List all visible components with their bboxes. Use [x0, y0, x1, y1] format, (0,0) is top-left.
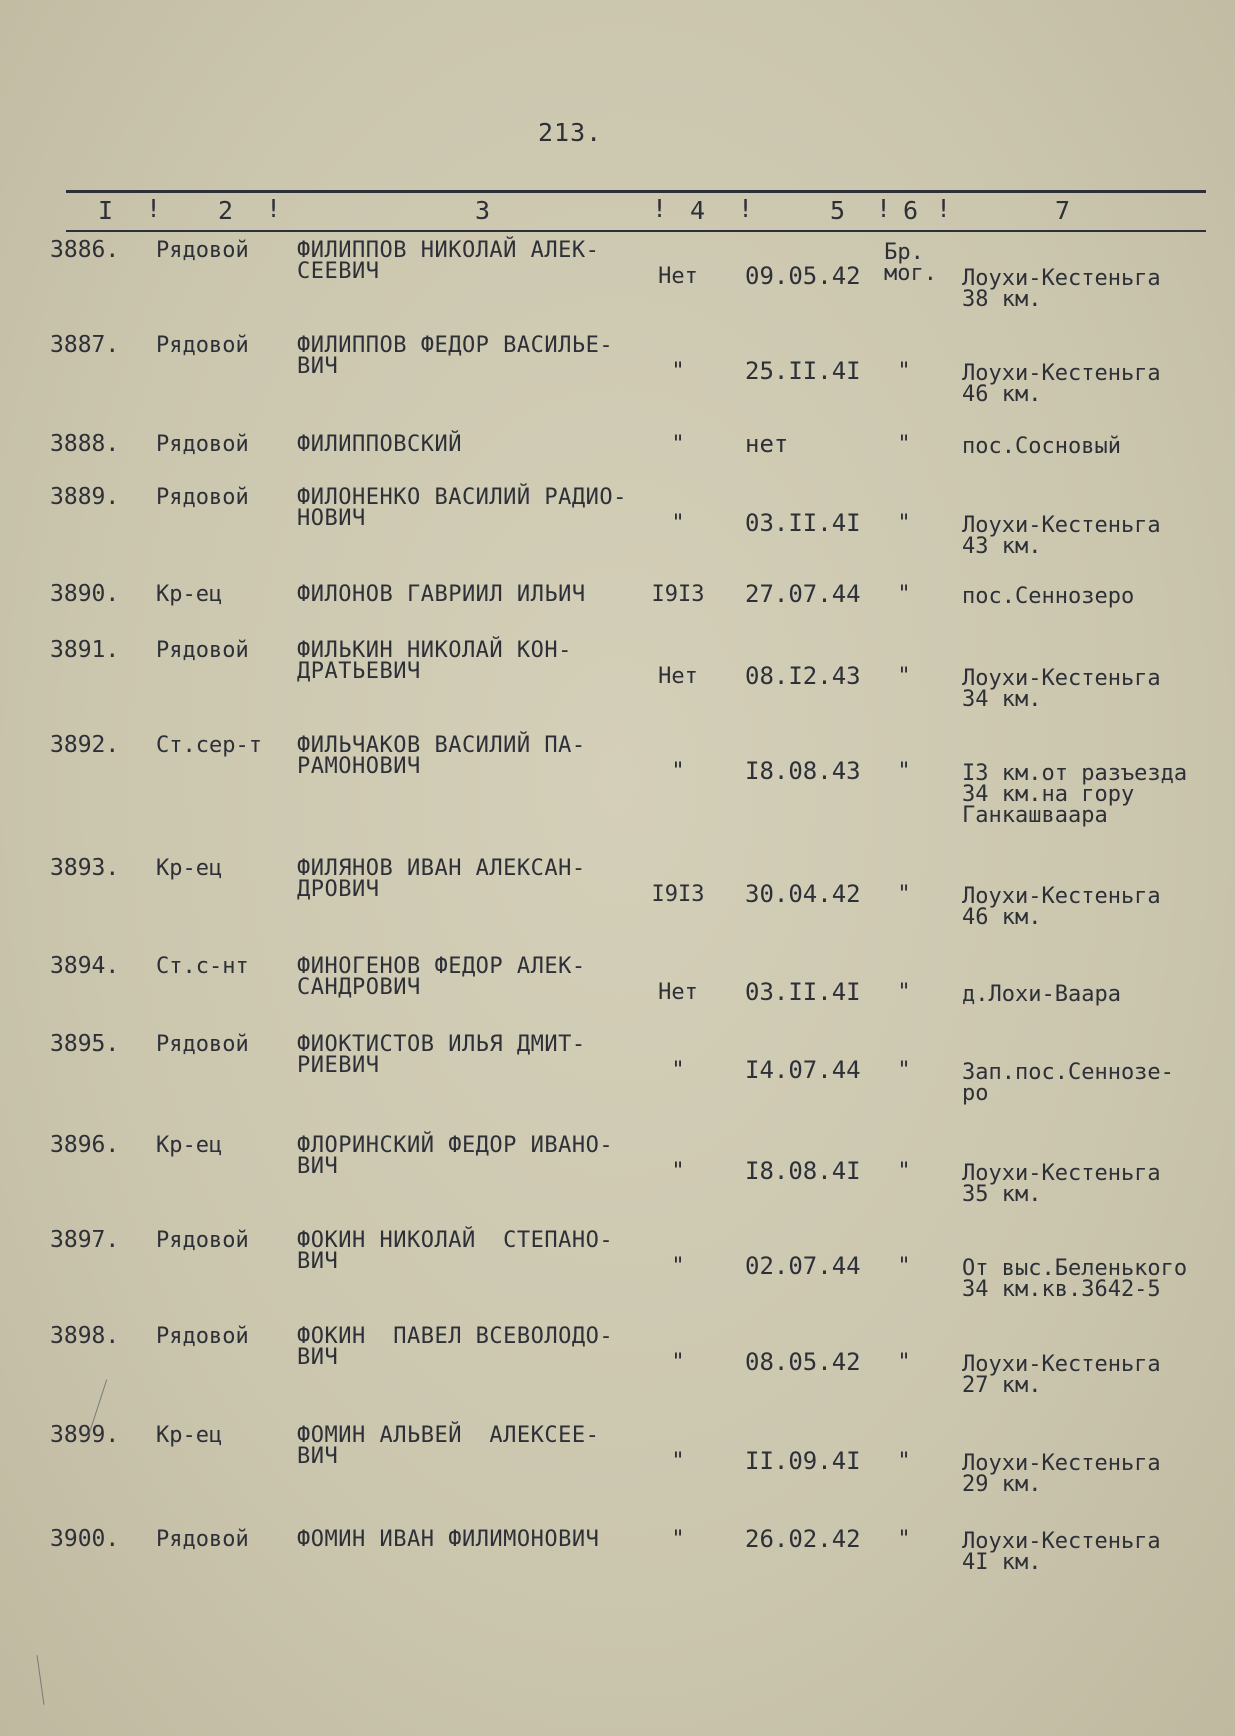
entry-rank: Рядовой — [156, 432, 249, 457]
entry-name: ФЛОРИНСКИЙ ФЕДОР ИВАНО- ВИЧ — [297, 1133, 614, 1179]
entry-name: ФОМИН АЛЬВЕЙ АЛЕКСЕЕ- ВИЧ — [297, 1423, 600, 1469]
entry-name: ФОМИН ИВАН ФИЛИМОНОВИЧ — [297, 1527, 600, 1552]
entry-death-date: I4.07.44 — [745, 1056, 861, 1084]
table-row — [0, 1525, 1235, 1575]
entry-number: 3892. — [50, 732, 120, 758]
table-row — [0, 580, 1235, 609]
entry-burial-place: пос.Сеннозеро — [962, 584, 1135, 609]
entry-death-date: 25.II.4I — [745, 357, 861, 385]
table-row — [0, 1422, 1235, 1497]
table-row — [0, 1132, 1235, 1207]
entry-burial: " — [897, 1449, 911, 1474]
entry-burial-place: Зап.пос.Сеннозе- ро — [962, 1060, 1174, 1106]
entry-name: ФОКИН ПАВЕЛ ВСЕВОЛОДО- ВИЧ — [297, 1324, 614, 1370]
entry-burial-place: Лоухи-Кестеньга 4I км. — [962, 1529, 1161, 1575]
table-row — [0, 1323, 1235, 1398]
table-row — [0, 237, 1235, 312]
entry-death-date: 26.02.42 — [745, 1525, 861, 1553]
entry-birth-year: Нет — [658, 980, 698, 1005]
entry-number: 3898. — [50, 1323, 120, 1349]
entry-burial-place: От выс.Беленького 34 км.кв.3642-5 — [962, 1256, 1188, 1302]
entry-number: 3899. — [50, 1422, 120, 1448]
entry-death-date: 08.I2.43 — [745, 662, 861, 690]
col-header-4: 4 — [690, 196, 706, 225]
entry-burial: " — [897, 980, 911, 1005]
entry-birth-year: " — [671, 1254, 685, 1279]
entry-number: 3887. — [50, 332, 120, 358]
col-header-3: 3 — [475, 196, 491, 225]
entry-name: ФИЛЬЧАКОВ ВАСИЛИЙ ПА- РАМОНОВИЧ — [297, 733, 586, 779]
entry-burial-place: Лоухи-Кестеньга 46 км. — [962, 884, 1161, 930]
entry-rank: Ст.сер-т — [156, 733, 262, 758]
entry-birth-year: I9I3 — [651, 582, 705, 607]
table-row — [0, 430, 1235, 459]
entry-burial: " — [897, 1527, 911, 1552]
entry-birth-year: " — [671, 1449, 685, 1474]
entry-death-date: 08.05.42 — [745, 1348, 861, 1376]
entry-rank: Кр-ец — [156, 1423, 223, 1448]
entry-death-date: 09.05.42 — [745, 262, 861, 290]
table-row — [0, 855, 1235, 930]
entry-burial: " — [897, 511, 911, 536]
table-row — [0, 484, 1235, 559]
col-separator: ! — [936, 194, 952, 223]
entry-burial-place: Лоухи-Кестеньга 35 км. — [962, 1161, 1161, 1207]
table-row — [0, 732, 1235, 828]
pencil-mark — [37, 1655, 45, 1705]
col-header-2: 2 — [218, 196, 234, 225]
entry-death-date: II.09.4I — [745, 1447, 861, 1475]
entry-burial: " — [897, 1350, 911, 1375]
header-rule-top — [66, 190, 1206, 193]
entry-burial-place: Лоухи-Кестеньга 27 км. — [962, 1352, 1161, 1398]
col-separator: ! — [738, 194, 754, 223]
entry-rank: Кр-ец — [156, 856, 223, 881]
entry-death-date: I8.08.4I — [745, 1157, 861, 1185]
entry-number: 3900. — [50, 1526, 120, 1552]
entry-birth-year: Нет — [658, 264, 698, 289]
entry-rank: Рядовой — [156, 333, 249, 358]
entry-number: 3896. — [50, 1132, 120, 1158]
page-number: 213. — [538, 118, 603, 147]
entry-name: ФИЛОНЕНКО ВАСИЛИЙ РАДИО- НОВИЧ — [297, 485, 627, 531]
entry-death-date: I8.08.43 — [745, 757, 861, 785]
entry-number: 3894. — [50, 953, 120, 979]
col-header-5: 5 — [830, 196, 846, 225]
col-separator: ! — [652, 194, 668, 223]
table-row — [0, 953, 1235, 1007]
entry-burial-place: I3 км.от разъезда 34 км.на гору Ганкашваара — [962, 761, 1188, 828]
entry-number: 3895. — [50, 1031, 120, 1057]
entry-rank: Кр-ец — [156, 582, 223, 607]
entry-burial-place: д.Лохи-Ваара — [962, 982, 1121, 1007]
entry-rank: Рядовой — [156, 638, 249, 663]
col-header-6: 6 — [903, 196, 919, 225]
entry-burial: " — [897, 664, 911, 689]
entry-name: ФИНОГЕНОВ ФЕДОР АЛЕК- САНДРОВИЧ — [297, 954, 586, 1000]
entry-name: ФИЛИППОВ НИКОЛАЙ АЛЕК- СЕЕВИЧ — [297, 238, 600, 284]
entry-birth-year: " — [671, 759, 685, 784]
entry-number: 3893. — [50, 855, 120, 881]
entry-death-date: 27.07.44 — [745, 580, 861, 608]
entry-name: ФИЛЬКИН НИКОЛАЙ КОН- ДРАТЬЕВИЧ — [297, 638, 572, 684]
table-row — [0, 1227, 1235, 1302]
entry-name: ФИЛОНОВ ГАВРИИЛ ИЛЬИЧ — [297, 582, 586, 607]
col-header-1: I — [98, 196, 114, 225]
col-header-7: 7 — [1055, 196, 1071, 225]
col-separator: ! — [266, 194, 282, 223]
entry-birth-year: " — [671, 1159, 685, 1184]
entry-birth-year: " — [671, 1350, 685, 1375]
entry-number: 3888. — [50, 431, 120, 457]
col-separator: ! — [146, 194, 162, 223]
entry-burial-place: Лоухи-Кестеньга 34 км. — [962, 666, 1161, 712]
entry-rank: Рядовой — [156, 1228, 249, 1253]
entry-rank: Рядовой — [156, 1032, 249, 1057]
entry-burial: Бр. мог. — [884, 240, 937, 286]
entry-number: 3891. — [50, 637, 120, 663]
entry-birth-year: " — [671, 359, 685, 384]
entry-burial: " — [897, 582, 911, 607]
entry-number: 3889. — [50, 484, 120, 510]
entry-birth-year: " — [671, 432, 685, 457]
entry-rank: Рядовой — [156, 1527, 249, 1552]
entry-rank: Рядовой — [156, 1324, 249, 1349]
entry-burial-place: Лоухи-Кестеньга 38 км. — [962, 266, 1161, 312]
table-row — [0, 1031, 1235, 1106]
entry-name: ФИЛИППОВСКИЙ — [297, 432, 462, 457]
entry-name: ФИЛЯНОВ ИВАН АЛЕКСАН- ДРОВИЧ — [297, 856, 586, 902]
entry-death-date: 03.II.4I — [745, 978, 861, 1006]
col-separator: ! — [876, 194, 892, 223]
entry-burial-place: Лоухи-Кестеньга 29 км. — [962, 1451, 1161, 1497]
entry-birth-year: " — [671, 1058, 685, 1083]
entry-death-date: нет — [745, 430, 789, 458]
entry-burial-place: Лоухи-Кестеньга 46 км. — [962, 361, 1161, 407]
entry-burial: " — [897, 759, 911, 784]
entry-number: 3886. — [50, 237, 120, 263]
entry-birth-year: " — [671, 1527, 685, 1552]
header-rule-bottom — [66, 230, 1206, 232]
entry-rank: Ст.с-нт — [156, 954, 249, 979]
entry-burial: " — [897, 1058, 911, 1083]
entry-rank: Рядовой — [156, 238, 249, 263]
entry-birth-year: Нет — [658, 664, 698, 689]
entry-death-date: 03.II.4I — [745, 509, 861, 537]
entry-burial: " — [897, 432, 911, 457]
table-row — [0, 332, 1235, 407]
entry-name: ФОКИН НИКОЛАЙ СТЕПАНО- ВИЧ — [297, 1228, 614, 1274]
entry-name: ФИЛИППОВ ФЕДОР ВАСИЛЬЕ- ВИЧ — [297, 333, 614, 379]
entry-birth-year: I9I3 — [651, 882, 705, 907]
entry-rank: Кр-ец — [156, 1133, 223, 1158]
entry-burial: " — [897, 359, 911, 384]
entry-number: 3897. — [50, 1227, 120, 1253]
entry-burial: " — [897, 1159, 911, 1184]
entry-burial: " — [897, 882, 911, 907]
entry-burial: " — [897, 1254, 911, 1279]
entry-number: 3890. — [50, 581, 120, 607]
entry-burial-place: пос.Сосновый — [962, 434, 1121, 459]
entry-birth-year: " — [671, 511, 685, 536]
entry-name: ФИОКТИСТОВ ИЛЬЯ ДМИТ- РИЕВИЧ — [297, 1032, 586, 1078]
entry-burial-place: Лоухи-Кестеньга 43 км. — [962, 513, 1161, 559]
entry-death-date: 02.07.44 — [745, 1252, 861, 1280]
table-row — [0, 637, 1235, 712]
entry-death-date: 30.04.42 — [745, 880, 861, 908]
entry-rank: Рядовой — [156, 485, 249, 510]
